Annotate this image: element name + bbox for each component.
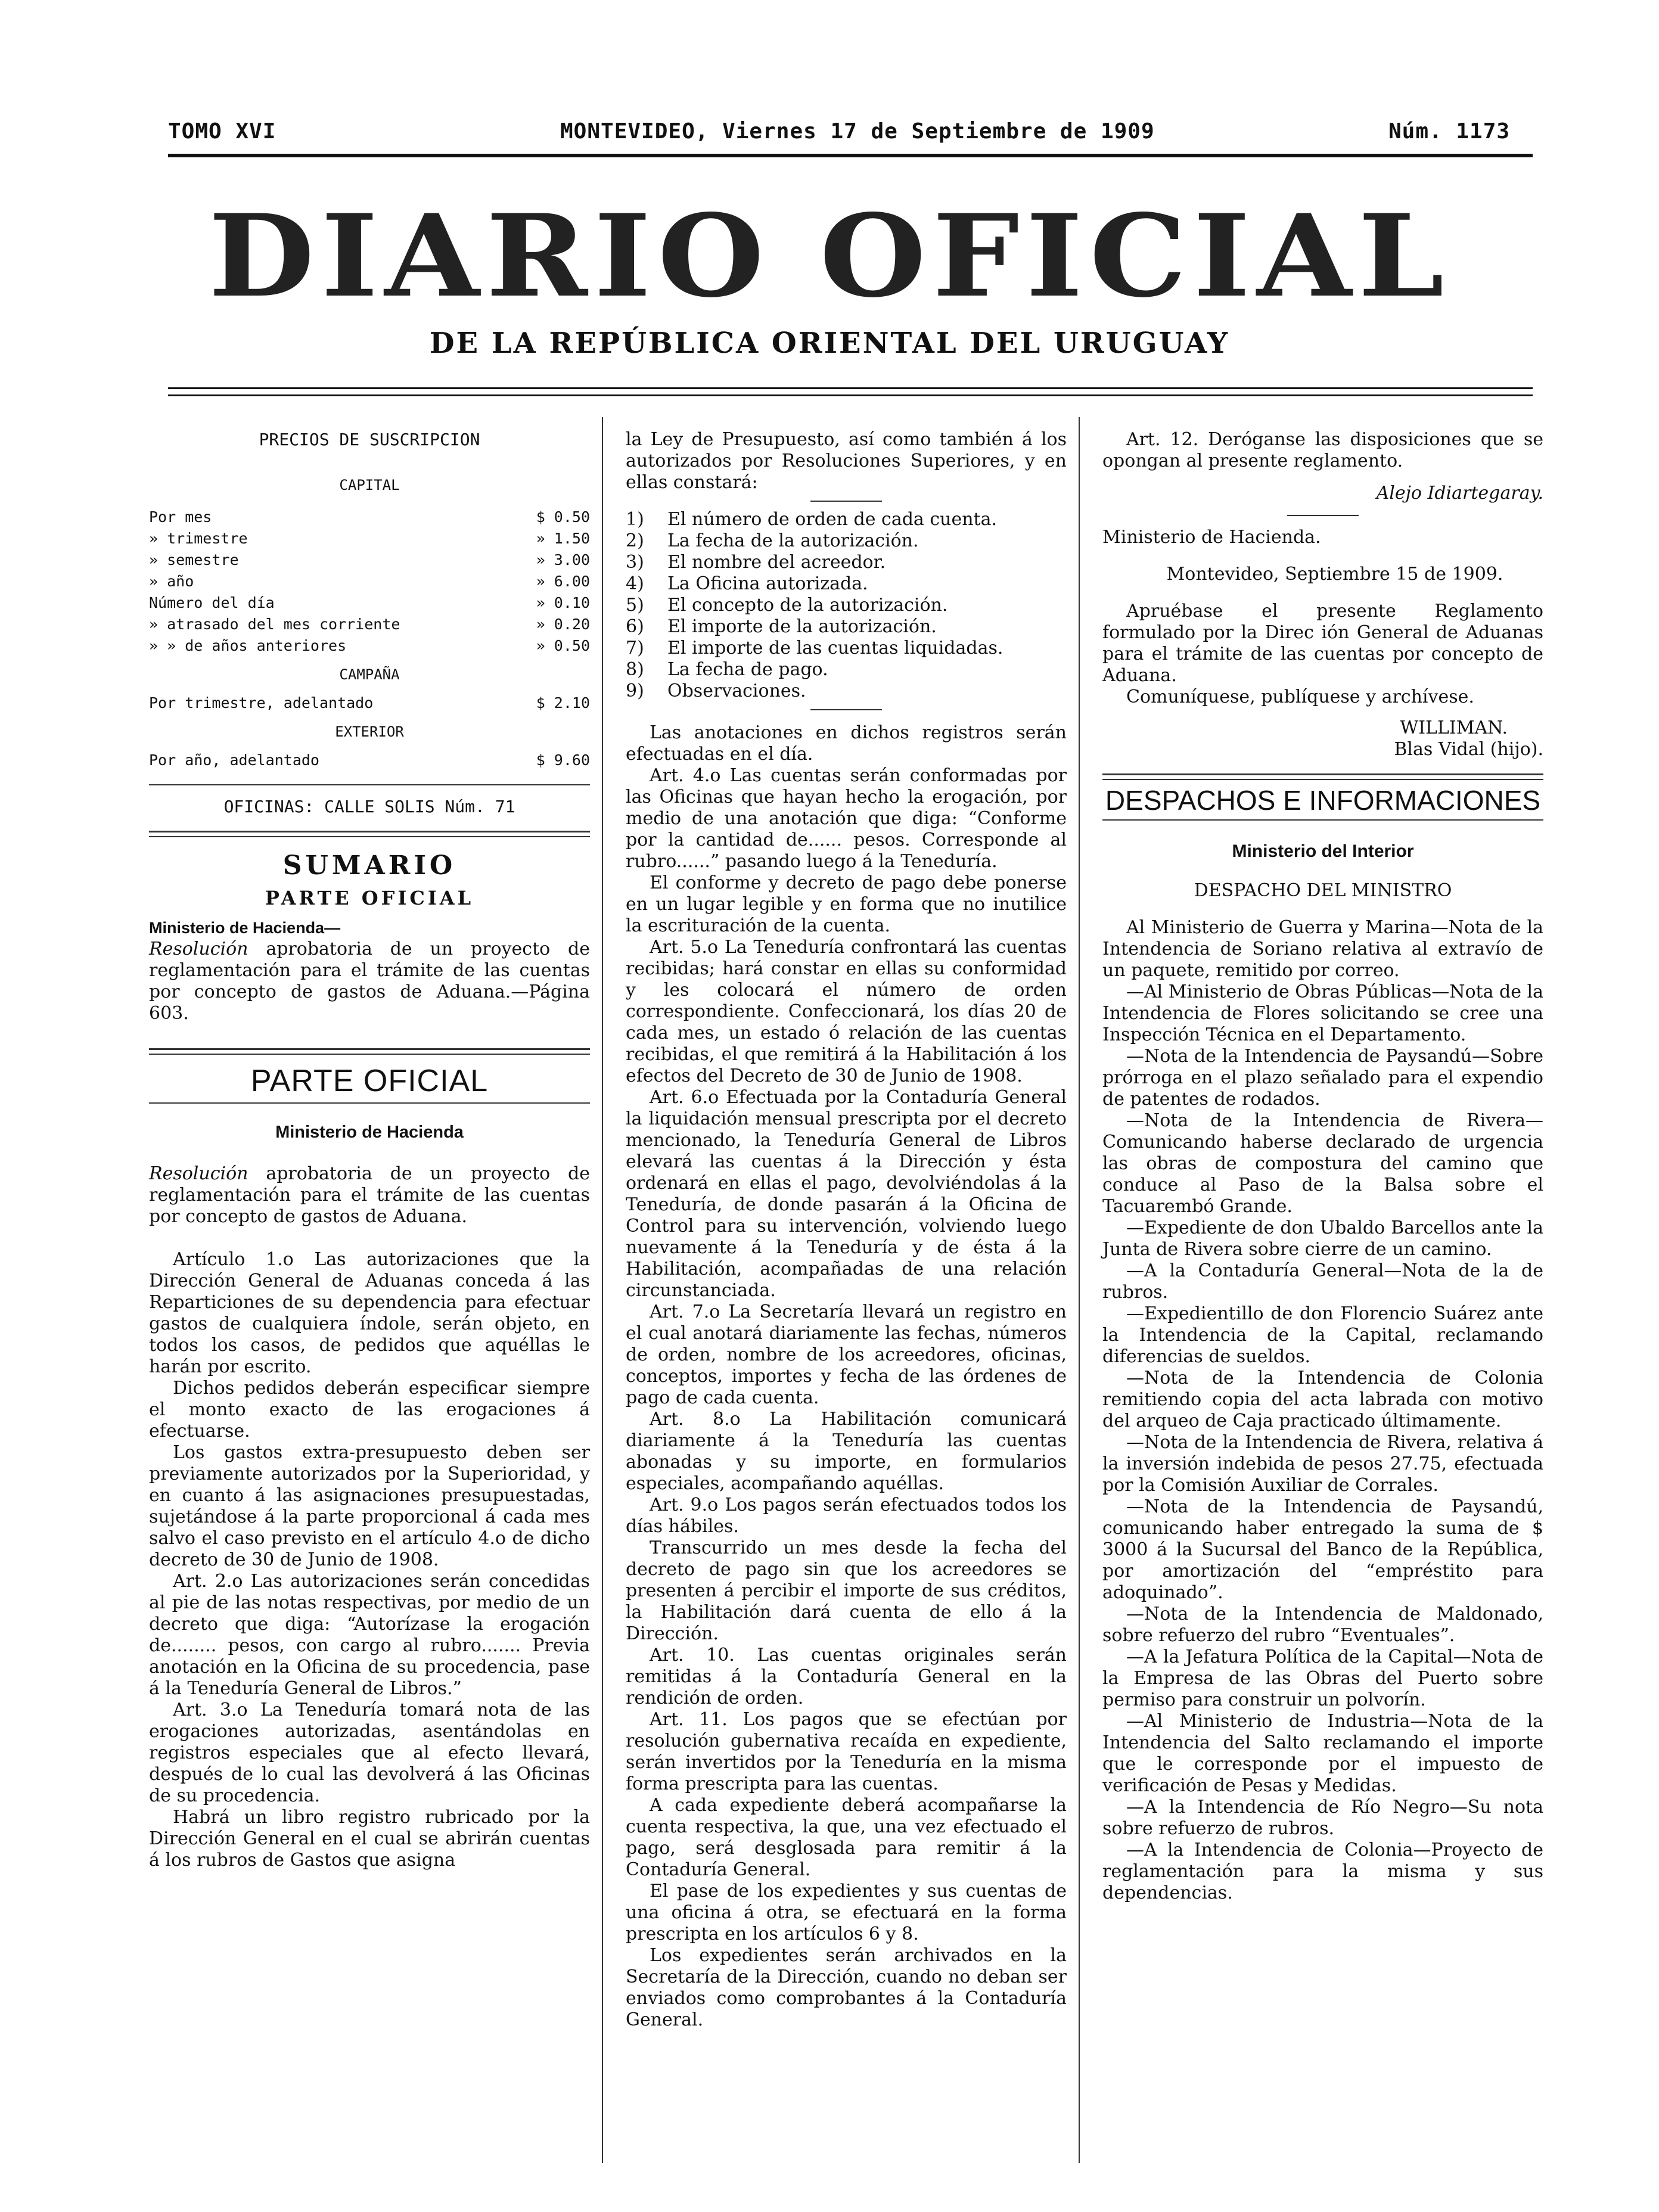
divider [1102,779,1543,780]
paragraph: Comuníquese, publíquese y archívese. [1126,686,1474,707]
capital-heading: CAPITAL [339,477,400,493]
list-item: —Al Ministerio de Industria—Nota de la Intendencia del Salto reclamando el importe que le corresponde por el impuesto de verificación de Pesas y Medidas. [1102,1711,1543,1796]
paragraph: Los expedientes serán archivados en la Secretaría de la Dirección, cuando no deban ser enviados como comprobantes á la Contaduría General. [626,1945,1067,2030]
price-row: Número del día » 0.10 [149,594,590,611]
paragraph: A cada expediente deberá acompañarse la cuenta respectiva, la que, una vez efectuado el pago, será desglosada para remitir á la Contaduría General. [626,1795,1067,1880]
paragraph: Art. 6.o Efectuada por la Contaduría General la liquidación mensual prescripta por el decreto mencionado, la Teneduría General de Libros elevará las cuentas á la Dirección y ésta ordenará en ellas el pago, devolviéndolas á la Teneduría, de donde pasarán á la Oficina de Control para su intervención, volviendo luego nuevamente á la Teneduría y de ésta á la Habilitación, acompañadas de una relación circunstanciada. [626,1087,1067,1301]
signature: Alejo Idiartegaray. [1376,483,1543,504]
paragraph: Art. 11. Los pagos que se efectúan por resolución gubernativa recaída en expediente, serán invertidos por la Teneduría en la misma forma prescripta para las cuentas. [626,1709,1067,1794]
sumario-resolucion: Resolución aprobatoria de un proyecto de reglamentación para el trámite de las cuentas por concepto de gastos de Aduana.—Página 603. [149,939,590,1024]
paragraph: Art. 12. Deróganse las disposiciones que se opongan al presente reglamento. [1102,429,1543,471]
divider [149,784,590,785]
ministerio-interior-heading: Ministerio del Interior [1232,841,1414,861]
paragraph: Art. 3.o La Teneduría tomará nota de las erogaciones autorizadas, asentándolas en registros especiales que al efecto llevará, después de lo cual las devolverá á las Oficinas de su procedencia. [149,1700,590,1806]
column-divider-1 [602,417,603,2163]
price-row: » semestre » 3.00 [149,551,590,568]
ministerio-label: Ministerio de Hacienda. [1102,527,1321,548]
masthead-rule-1 [168,387,1533,389]
paragraph: Art. 8.o La Habilitación comunicará diariamente á la Teneduría las cuentas abonadas y su importe, en formularios especiales, acompañando aquéllas. [626,1409,1067,1494]
paragraph: Los gastos extra-presupuesto deben ser previamente autorizados por la Superioridad, y en cuanto á las asignaciones presupuestadas, sujetándose á la parte proporcional á cada mes salvo el caso previsto en el artículo 4.o de dicho decreto de 30 de Junio de 1908. [149,1442,590,1570]
divider [149,836,590,837]
paragraph: Art. 7.o La Secretaría llevará un registro en el cual anotará diariamente las fechas, números de orden, nombre de los acreedores, oficinas, conceptos, importes y fecha de las órdenes de pago de cada cuenta. [626,1301,1067,1408]
divider [1102,773,1543,775]
parte-oficial-heading: PARTE OFICIAL [250,1064,489,1098]
list-item: —A la Intendencia de Colonia—Proyecto de reglamentación para la misma y sus dependencias. [1102,1840,1543,1903]
list-item: 7) El importe de las cuentas liquidadas. [626,638,1004,658]
oficinas-address: OFICINAS: CALLE SOLIS Núm. 71 [223,797,515,816]
capital-prices [149,507,590,657]
list-item: 5) El concepto de la autorización. [626,595,948,616]
paragraph: Artículo 1.o Las autorizaciones que la Dirección General de Aduanas conceda á las Reparticiones de su dependencia para efectuar gastos de cualquiera índole, serán objeto, en todos los casos, de pedidos que aquéllas le harán por escrito. [149,1249,590,1377]
paragraph: Habrá un libro registro rubricado por la Dirección General en el cual se abrirán cuentas á los rubros de Gastos que asigna [149,1807,590,1871]
list-item: —Expedientillo de don Florencio Suárez ante la Intendencia de la Capital, reclamando diferencias de sueldos. [1102,1303,1543,1367]
divider [810,501,882,502]
list-item: 2) La fecha de la autorización. [626,530,919,551]
precios-heading: PRECIOS DE SUSCRIPCION [259,430,480,449]
divider [149,1054,590,1055]
paragraph: Las anotaciones en dichos registros serán efectuadas en el día. [626,722,1067,765]
paragraph: El conforme y decreto de pago debe ponerse en un lugar legible y en forma que no inutilice la escrituración de la cuenta. [626,872,1067,936]
date-line: MONTEVIDEO, Viernes 17 de Septiembre de 1909 [560,119,1155,144]
despacho-ministro-heading: DESPACHO DEL MINISTRO [1194,880,1452,901]
divider [1287,515,1359,516]
list-item: —Expediente de don Ubaldo Barcellos ante la Junta de Rivera sobre cierre de un camino. [1102,1217,1543,1260]
list-item: 3) El nombre del acreedor. [626,552,886,573]
price-row: » » de años anteriores » 0.50 [149,637,590,654]
list-item: —Nota de la Intendencia de Paysandú—Sobre prórroga en el plazo señalado para el expendio de patentes de rodados. [1102,1046,1543,1110]
campana-heading: CAMPAÑA [339,666,400,683]
campana-price: Por trimestre, adelantado $ 2.10 [149,694,590,712]
registro-list [626,509,1067,702]
list-item: —Nota de la Intendencia de Rivera—Comunicando haberse declarado de urgencia las obras de compostura del camino que conduce al Paso de la Balsa sobre el Tacuarembó Grande. [1102,1110,1543,1217]
list-item: 1) El número de orden de cada cuenta. [626,509,998,530]
decree-date: Montevideo, Septiembre 15 de 1909. [1166,564,1503,585]
divider [149,1048,590,1050]
divider [149,1102,590,1104]
despachos-heading: DESPACHOS E INFORMACIONES [1105,785,1541,816]
resolucion-summary: Resolución aprobatoria de un proyecto de reglamentación para el trámite de las cuentas por concepto de gastos de Aduana. [149,1163,590,1227]
column-1 [149,429,590,1871]
column-3 [1102,429,1543,1904]
newspaper-subtitle: DE LA REPÚBLICA ORIENTAL DEL URUGUAY [429,327,1230,360]
list-item: —A la Intendencia de Río Negro—Su nota sobre refuerzo de rubros. [1102,1797,1543,1839]
list-item: —Nota de la Intendencia de Colonia remitiendo copia del acta labrada con motivo del arqueo de Caja practicado últimamente. [1102,1368,1543,1431]
divider [810,709,882,710]
list-item: —Al Ministerio de Obras Públicas—Nota de la Intendencia de Flores solicitando se cree una Inspección Técnica en el Departamento. [1102,981,1543,1045]
exterior-heading: EXTERIOR [335,723,404,740]
signature: WILLIMAN. [1400,717,1508,738]
column-divider-2 [1079,417,1080,2163]
list-item: —Nota de la Intendencia de Paysandú, comunicando haber entregado la suma de $ 3000 á la Sucursal del Banco de la República, por amortización del “empréstito para adoquinado”. [1102,1496,1543,1603]
tomo-label: TOMO XVI [168,119,276,144]
price-row: » atrasado del mes corriente » 0.20 [149,616,590,633]
list-item: —Nota de la Intendencia de Maldonado, sobre refuerzo del rubro “Eventuales”. [1102,1604,1543,1646]
ministerio-hacienda-heading: Ministerio de Hacienda [275,1123,464,1142]
list-item: —A la Jefatura Política de la Capital—Nota de la Empresa de las Obras del Puerto sobre permiso para construir un polvorín. [1102,1646,1543,1710]
paragraph: Transcurrido un mes desde la fecha del decreto de pago sin que los acreedores se presenten á percibir el importe de sus créditos, la Habilitación dará cuenta de ello á la Dirección. [626,1537,1067,1644]
sumario-ministerio: Ministerio de Hacienda— [149,919,341,937]
sumario-heading: SUMARIO [282,850,456,881]
list-item: 9) Observaciones. [626,681,806,701]
paragraph: Apruébase el presente Reglamento formulado por la Direc ión General de Aduanas para el trámite de las cuentas por concepto de Aduana. [1102,601,1543,686]
list-item: 8) La fecha de pago. [626,659,828,680]
paragraph: Art. 10. Las cuentas originales serán remitidas á la Contaduría General en la rendición de orden. [626,1645,1067,1708]
list-item: —A la Contaduría General—Nota de la de rubros. [1102,1260,1543,1303]
divider [149,831,590,832]
paragraph: Dichos pedidos deberán especificar siempre el monto exacto de las erogaciones á efectuarse. [149,1378,590,1441]
list-item: —Nota de la Intendencia de Rivera, relativa á la inversión indebida de pesos 27.75, efectuada por la Comisión Auxiliar de Corrales. [1102,1432,1543,1496]
issue-number: Núm. 1173 [1388,119,1511,144]
masthead-rule-2 [168,394,1533,396]
signature: Blas Vidal (hijo). [1394,739,1543,760]
exterior-price: Por año, adelantado $ 9.60 [149,751,590,769]
column-2 [626,429,1067,2031]
paragraph: la Ley de Presupuesto, así como también á los autorizados por Resoluciones Superiores, y en ellas constará: [626,429,1067,493]
paragraph: Art. 2.o Las autorizaciones serán concedidas al pie de las notas respectivas, por medio de un decreto que diga: “Autorízase la erogación de........ pesos, con cargo al rubro....... Previa anotación en la Oficina de su procedencia, pase á la Teneduría General de Libros.” [149,1571,590,1699]
masthead-rule-top [168,154,1533,157]
paragraph: Art. 4.o Las cuentas serán conformadas por las Oficinas que hayan hecho la erogación, por medio de una anotación que diga: “Conforme por la cantidad de...... pesos. Corresponde al rubro......” pasando luego á la Teneduría. [626,765,1067,872]
newspaper-title: DIARIO OFICIAL [208,189,1451,322]
list-item: 4) La Oficina autorizada. [626,573,868,594]
price-row: Por mes $ 0.50 [149,508,590,526]
list-item: Al Ministerio de Guerra y Marina—Nota de la Intendencia de Soriano relativa al extravío de un paquete, remitido por correo. [1102,917,1543,981]
paragraph: El pase de los expedientes y sus cuentas de una oficina á otra, se efectuará en la forma prescripta en los artículos 6 y 8. [626,1881,1067,1944]
list-item: 6) El importe de la autorización. [626,616,937,637]
paragraph: Art. 9.o Los pagos serán efectuados todos los días hábiles. [626,1495,1067,1537]
divider [1102,819,1543,821]
price-row: » año » 6.00 [149,573,590,590]
paragraph: Art. 5.o La Teneduría confrontará las cuentas recibidas; hará constar en ellas su conformidad y les colocará el número de orden correspondiente. Confeccionará, los días 20 de cada mes, un estado ó relación de las cuentas recibidas, el que remitirá á la Habilitación á los efectos del Decreto de 30 de Junio de 1908. [626,937,1067,1086]
price-row: » trimestre » 1.50 [149,530,590,547]
sumario-parte: PARTE OFICIAL [265,887,474,909]
